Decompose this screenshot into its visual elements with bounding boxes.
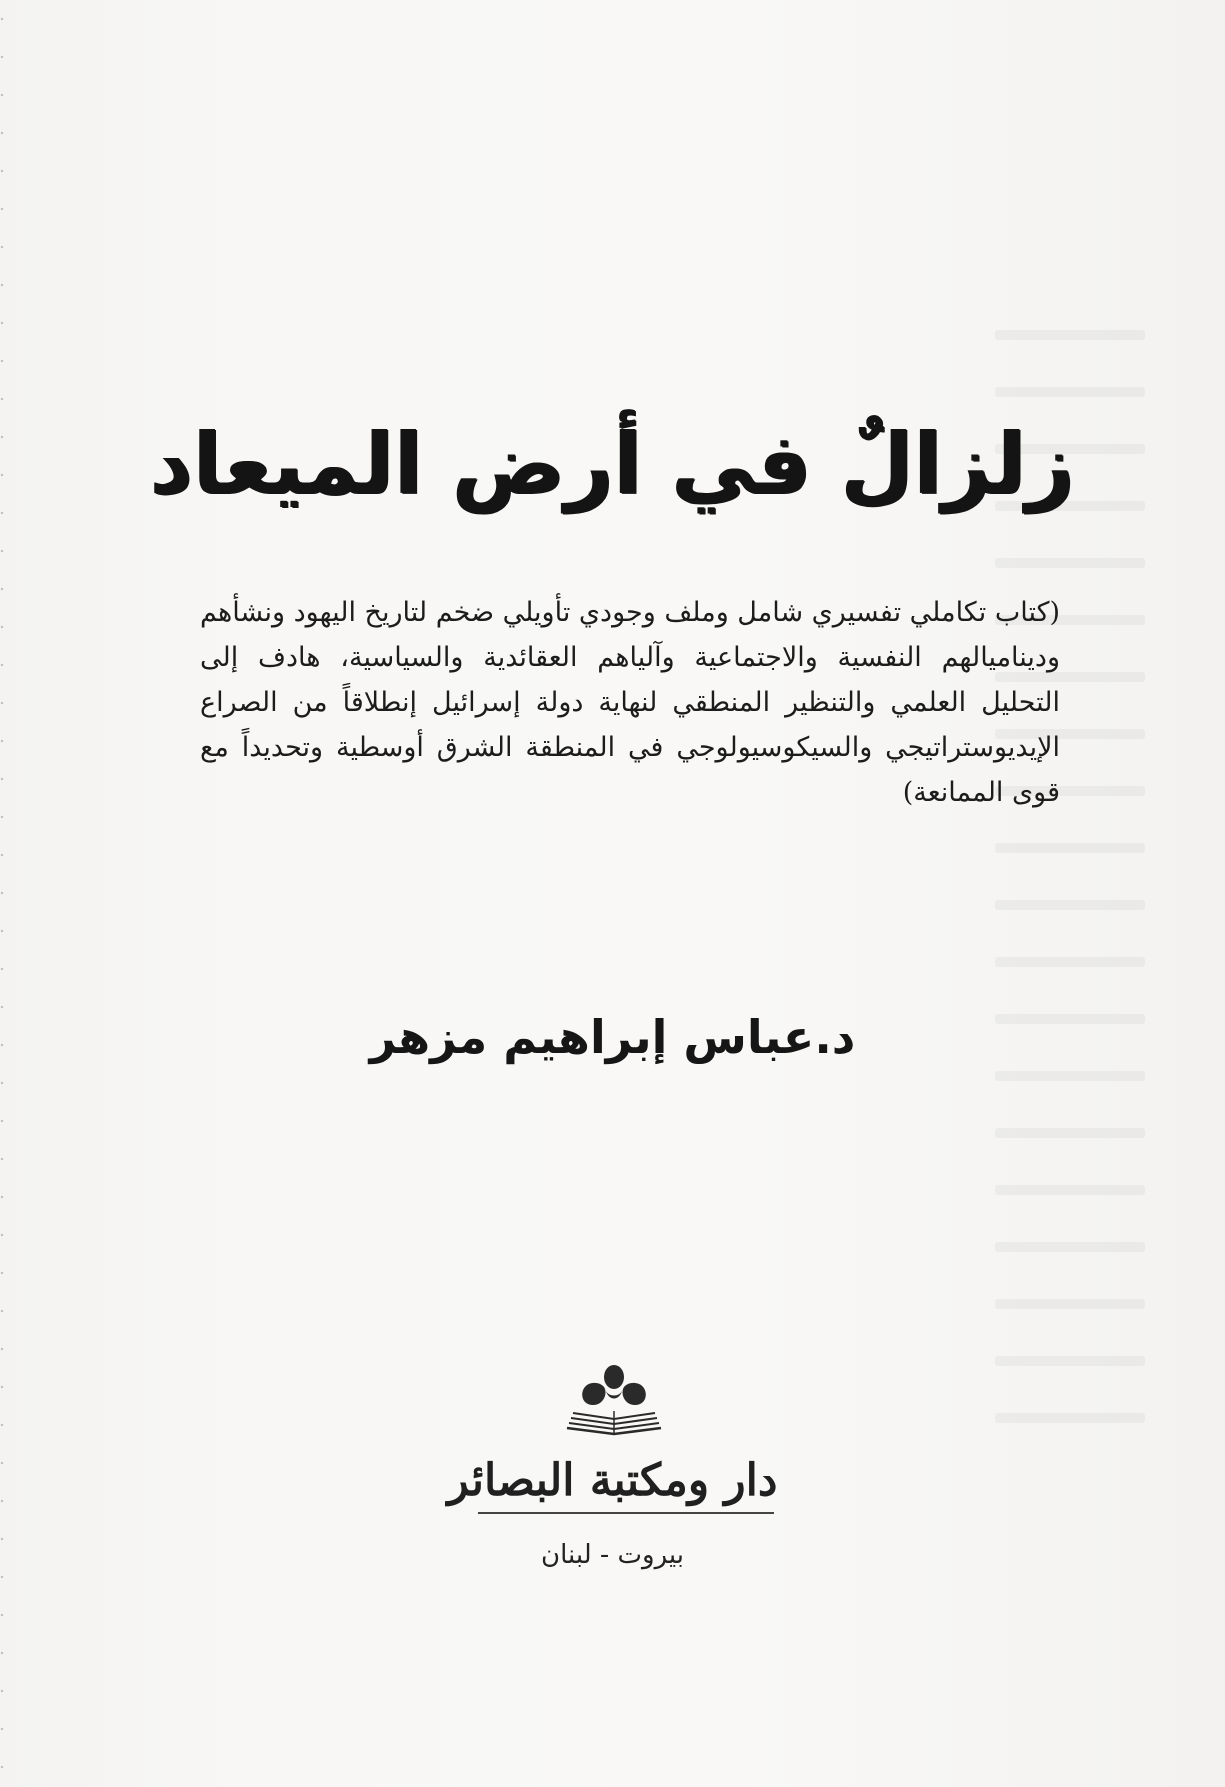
publisher-underline	[478, 1512, 774, 1514]
book-title: زلزالٌ في أرض الميعاد	[150, 415, 1075, 513]
open-book-with-petals-icon	[559, 1363, 669, 1443]
publisher-location: بيروت - لبنان	[541, 1540, 684, 1570]
publisher-name: دار ومكتبة البصائر	[447, 1455, 778, 1506]
book-subtitle: (كتاب تكاملي تفسيري شامل وملف وجودي تأويلي ضخم لتاريخ اليهود ونشأهم وديناميالهم النفسية والاجتماعية وآلياهم العقائدية والسياسية، هادف إلى التحليل العلمي والتنظير المنطقي لنهاية دولة إسرائيل إنطلاقاً من الصراع الإيديوستراتيجي والسيكوسيولوجي في المنطقة الشرق أوسطية وتحديداً مع قوى الممانعة)	[200, 597, 1060, 808]
binding-dots	[0, 0, 4, 1787]
book-author: د.عباس إبراهيم مزهر	[369, 1010, 856, 1064]
